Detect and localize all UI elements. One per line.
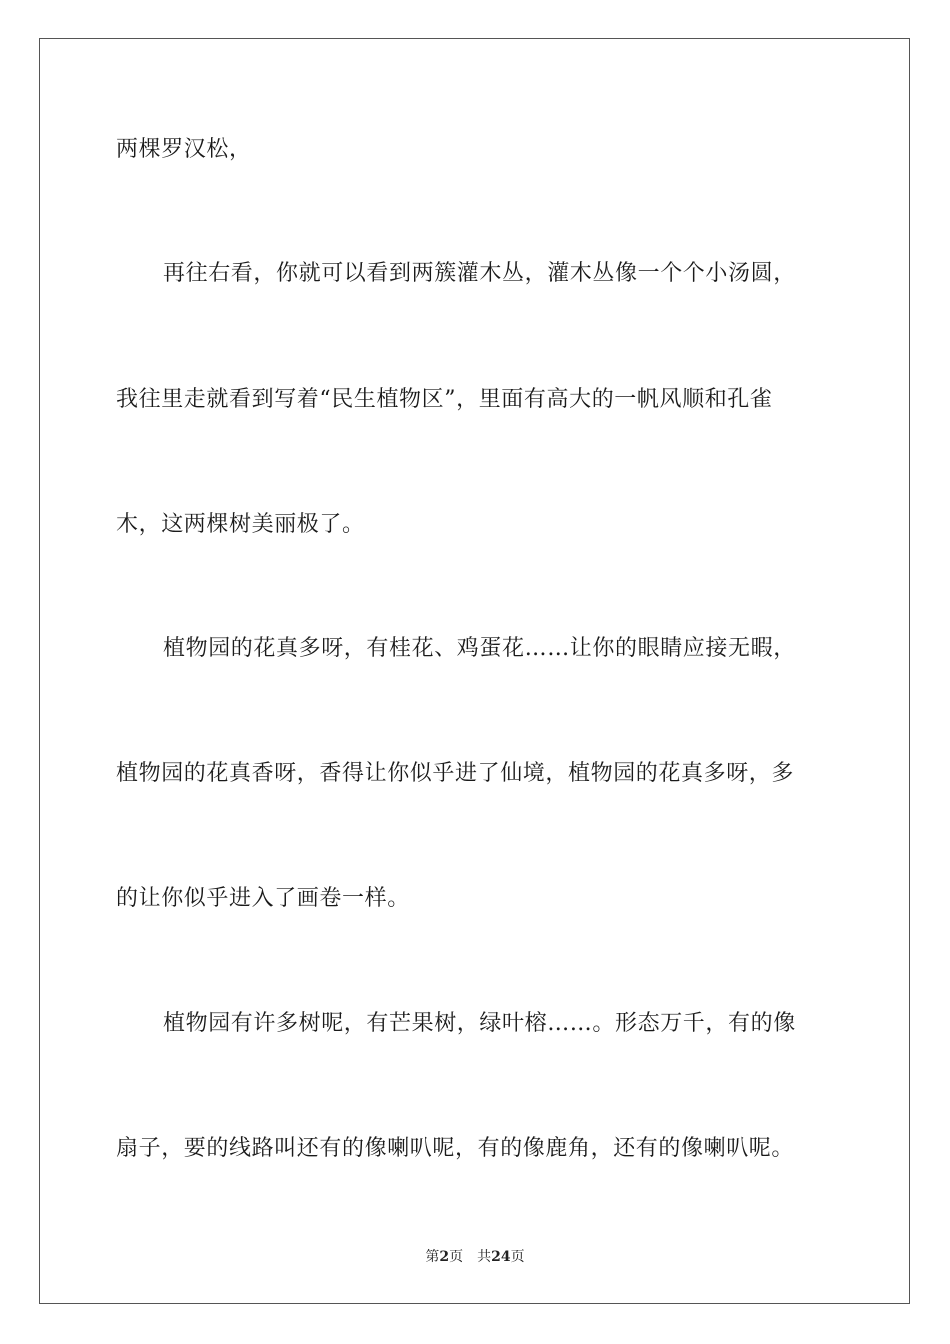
page-border [39,38,910,1304]
total-pages-indicator [477,1249,524,1265]
total-prefix: 共 [477,1249,492,1265]
page-number: 2 [439,1249,450,1265]
body-text-line: 两棵罗汉松， [116,137,252,162]
body-text-line: 木，这两棵树美丽极了。 [116,512,365,537]
body-text-line: 的让你似乎进入了画卷一样。 [116,886,410,911]
page-suffix: 页 [449,1249,464,1265]
page-prefix: 第 [425,1249,440,1265]
body-text-line: 我往里走就看到写着“民生植物区”，里面有高大的一帆风顺和孔雀 [116,387,773,412]
page-footer [0,1248,950,1266]
total-pages: 24 [491,1249,511,1265]
body-text-line: 植物园的花真香呀，香得让你似乎进了仙境，植物园的花真多呀，多 [116,761,795,786]
body-text-line: 植物园的花真多呀，有桂花、鸡蛋花……让你的眼睛应接无暇， [163,636,796,661]
body-text-line: 再往右看，你就可以看到两簇灌木丛，灌木丛像一个个小汤圆， [163,261,796,286]
page-indicator [425,1249,463,1265]
body-text-line: 植物园有许多树呢，有芒果树，绿叶榕……。形态万千，有的像 [163,1011,796,1036]
total-suffix: 页 [510,1249,525,1265]
body-text-line: 扇子，要的线路叫还有的像喇叭呢，有的像鹿角，还有的像喇叭呢。 [116,1136,795,1161]
